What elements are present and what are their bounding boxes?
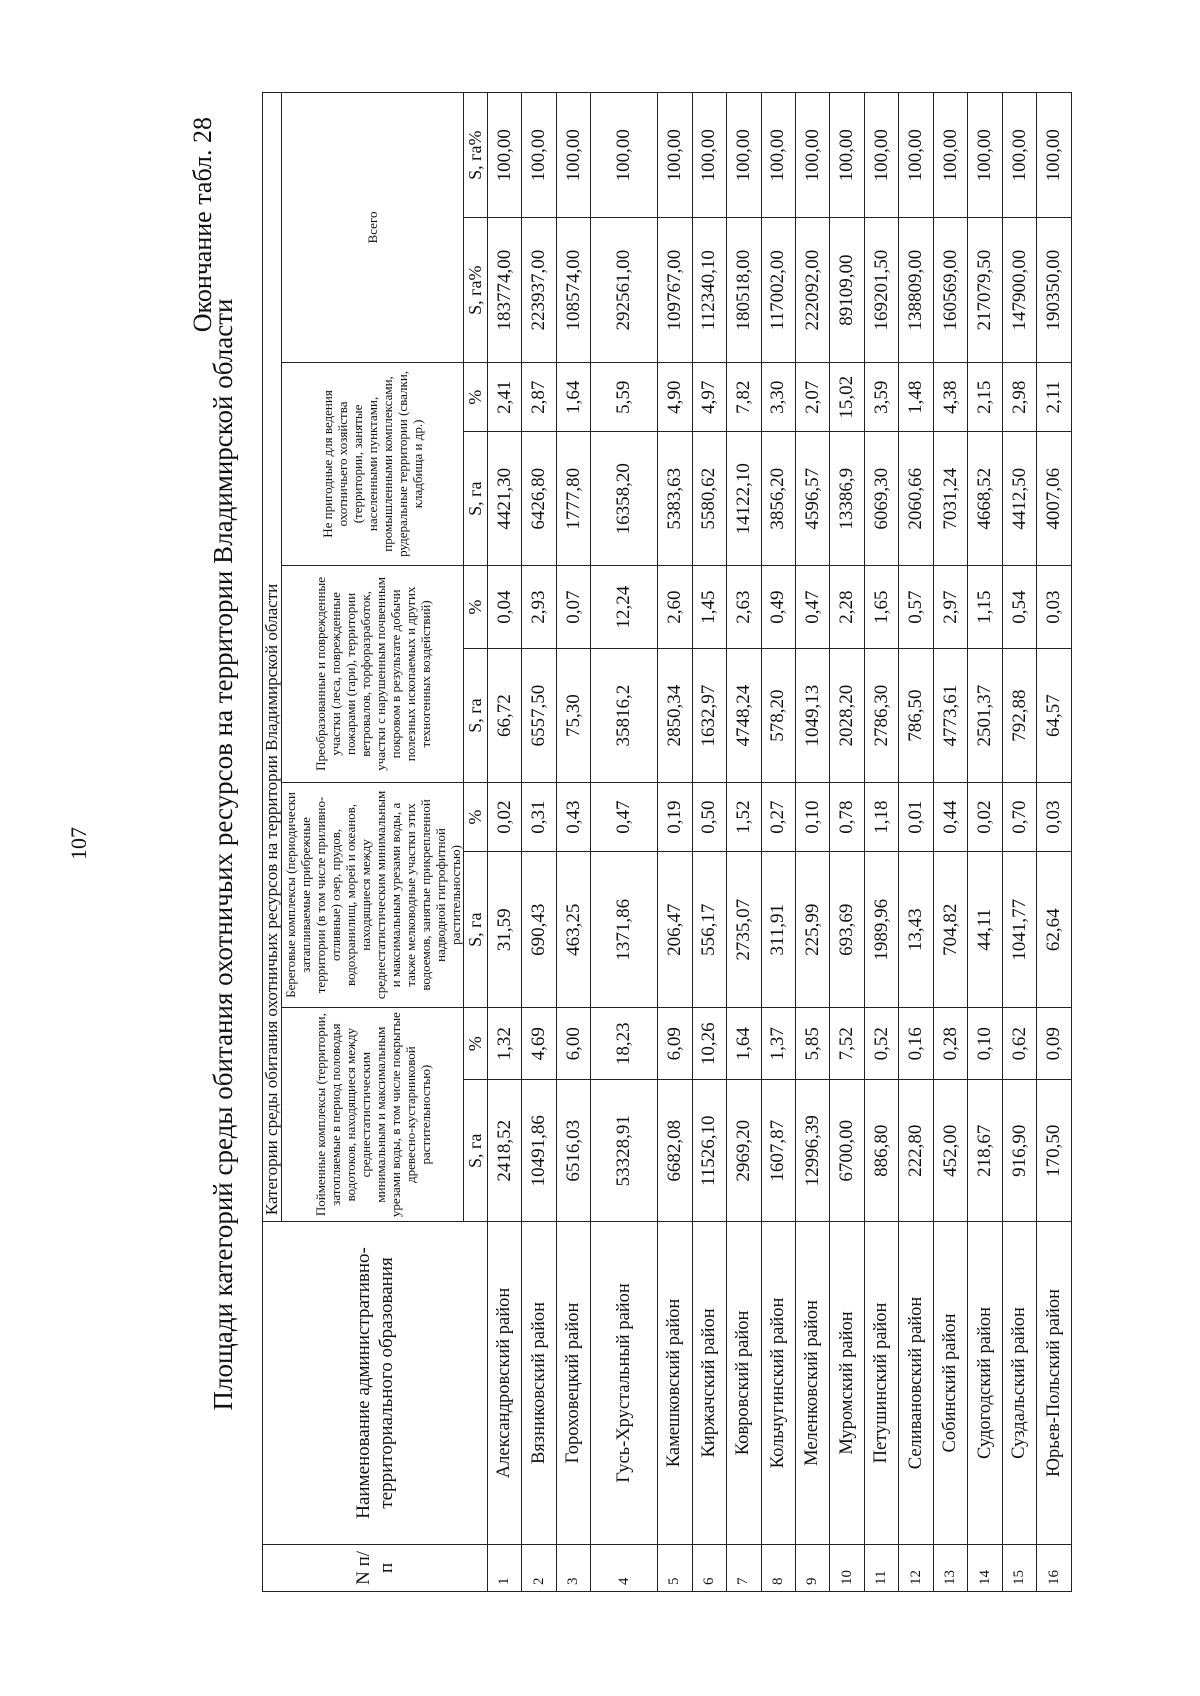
value-cell: 886,80 xyxy=(864,1080,898,1222)
district-name: Киржачский район xyxy=(692,1222,726,1545)
value-cell: 4,97 xyxy=(692,362,726,432)
value-cell: 53328,91 xyxy=(591,1080,658,1222)
value-cell: 2,15 xyxy=(968,362,1002,432)
district-name: Юрьев-Польский район xyxy=(1037,1222,1072,1545)
value-cell: 3,59 xyxy=(864,362,898,432)
value-cell: 556,17 xyxy=(692,852,726,1008)
value-cell: 1,65 xyxy=(864,565,898,648)
value-cell: 0,10 xyxy=(795,782,829,852)
value-cell: 62,64 xyxy=(1037,852,1072,1008)
row-number: 15 xyxy=(1002,1544,1036,1591)
value-cell: 0,62 xyxy=(1002,1008,1036,1080)
value-cell: 64,57 xyxy=(1037,649,1072,782)
district-name: Собинский район xyxy=(933,1222,967,1545)
subheader-cell: % xyxy=(464,565,488,648)
value-cell: 7,52 xyxy=(830,1008,864,1080)
value-cell: 0,01 xyxy=(899,782,933,852)
value-cell: 3856,20 xyxy=(761,432,795,565)
value-cell: 0,19 xyxy=(658,782,692,852)
habitat-area-table xyxy=(262,92,1072,1592)
value-cell: 2060,66 xyxy=(899,432,933,565)
row-number: 16 xyxy=(1037,1544,1072,1591)
value-cell: 13386,9 xyxy=(830,432,864,565)
value-cell: 792,88 xyxy=(1002,649,1036,782)
value-cell: 1,32 xyxy=(488,1008,522,1080)
page-number: 107 xyxy=(66,827,91,860)
value-cell: 117002,00 xyxy=(761,218,795,363)
value-cell: 452,00 xyxy=(933,1080,967,1222)
district-name: Петушинский район xyxy=(864,1222,898,1545)
subheader-cell: S, га xyxy=(464,1080,488,1222)
district-name: Ковровский район xyxy=(727,1222,761,1545)
row-number: 9 xyxy=(795,1544,829,1591)
row-number: 1 xyxy=(488,1544,522,1591)
value-cell: 218,67 xyxy=(968,1080,1002,1222)
value-cell: 108574,00 xyxy=(556,218,590,363)
value-cell: 100,00 xyxy=(522,93,556,218)
value-cell: 169201,50 xyxy=(864,218,898,363)
value-cell: 1,64 xyxy=(727,1008,761,1080)
value-cell: 100,00 xyxy=(658,93,692,218)
header-n: N п/п xyxy=(263,1544,488,1591)
value-cell: 12,24 xyxy=(591,565,658,648)
value-cell: 190350,00 xyxy=(1037,218,1072,363)
value-cell: 292561,00 xyxy=(591,218,658,363)
value-cell: 160569,00 xyxy=(933,218,967,363)
value-cell: 13,43 xyxy=(899,852,933,1008)
value-cell: 0,50 xyxy=(692,782,726,852)
header-group-unsuitable: Не пригодные для ведения охотничьего хозяйства (территории, занятые населенными пунктами, промышленными комплексами, рудеральные территории (свалки, кладбища и др.) xyxy=(282,362,464,565)
value-cell: 463,25 xyxy=(556,852,590,1008)
value-cell: 16358,20 xyxy=(591,432,658,565)
value-cell: 100,00 xyxy=(761,93,795,218)
value-cell: 183774,00 xyxy=(488,218,522,363)
subheader-cell: S, га xyxy=(464,649,488,782)
value-cell: 223937,00 xyxy=(522,218,556,363)
row-number: 7 xyxy=(727,1544,761,1591)
value-cell: 2,11 xyxy=(1037,362,1072,432)
value-cell: 2,28 xyxy=(830,565,864,648)
district-name: Гусь-Хрустальный район xyxy=(591,1222,658,1545)
row-number: 5 xyxy=(658,1544,692,1591)
value-cell: 2028,20 xyxy=(830,649,864,782)
value-cell: 18,23 xyxy=(591,1008,658,1080)
value-cell: 100,00 xyxy=(968,93,1002,218)
value-cell: 0,02 xyxy=(488,782,522,852)
value-cell: 2,07 xyxy=(795,362,829,432)
value-cell: 1,52 xyxy=(727,782,761,852)
district-name: Кольчугинский район xyxy=(761,1222,795,1545)
value-cell: 100,00 xyxy=(1002,93,1036,218)
value-cell: 222,80 xyxy=(899,1080,933,1222)
value-cell: 6516,03 xyxy=(556,1080,590,1222)
subheader-cell: S, га% xyxy=(464,218,488,363)
value-cell: 0,09 xyxy=(1037,1008,1072,1080)
value-cell: 1041,77 xyxy=(1002,852,1036,1008)
value-cell: 6069,30 xyxy=(864,432,898,565)
value-cell: 0,04 xyxy=(488,565,522,648)
value-cell: 916,90 xyxy=(1002,1080,1036,1222)
value-cell: 0,28 xyxy=(933,1008,967,1080)
value-cell: 2,97 xyxy=(933,565,967,648)
value-cell: 1777,80 xyxy=(556,432,590,565)
subheader-cell: S, га xyxy=(464,852,488,1008)
value-cell: 14122,10 xyxy=(727,432,761,565)
value-cell: 217079,50 xyxy=(968,218,1002,363)
subheader-cell: % xyxy=(464,1008,488,1080)
value-cell: 693,69 xyxy=(830,852,864,1008)
value-cell: 11526,10 xyxy=(692,1080,726,1222)
value-cell: 7031,24 xyxy=(933,432,967,565)
subheader-cell: % xyxy=(464,362,488,432)
value-cell: 222092,00 xyxy=(795,218,829,363)
value-cell: 100,00 xyxy=(488,93,522,218)
value-cell: 0,44 xyxy=(933,782,967,852)
row-number: 6 xyxy=(692,1544,726,1591)
value-cell: 1,37 xyxy=(761,1008,795,1080)
table-row xyxy=(933,93,967,1592)
table-row xyxy=(1037,93,1072,1592)
value-cell: 0,02 xyxy=(968,782,1002,852)
value-cell: 0,78 xyxy=(830,782,864,852)
header-name: Наименование административно-территориального образования xyxy=(263,1222,488,1545)
value-cell: 100,00 xyxy=(795,93,829,218)
value-cell: 0,49 xyxy=(761,565,795,648)
value-cell: 1,15 xyxy=(968,565,1002,648)
value-cell: 44,11 xyxy=(968,852,1002,1008)
row-number: 14 xyxy=(968,1544,1002,1591)
value-cell: 2850,34 xyxy=(658,649,692,782)
value-cell: 112340,10 xyxy=(692,218,726,363)
value-cell: 10491,86 xyxy=(522,1080,556,1222)
value-cell: 100,00 xyxy=(864,93,898,218)
district-name: Судогодский район xyxy=(968,1222,1002,1545)
row-number: 11 xyxy=(864,1544,898,1591)
value-cell: 15,02 xyxy=(830,362,864,432)
value-cell: 0,03 xyxy=(1037,782,1072,852)
value-cell: 4773,61 xyxy=(933,649,967,782)
value-cell: 6426,80 xyxy=(522,432,556,565)
value-cell: 0,31 xyxy=(522,782,556,852)
district-name: Суздальский район xyxy=(1002,1222,1036,1545)
value-cell: 35816,2 xyxy=(591,649,658,782)
table-row xyxy=(795,93,829,1592)
value-cell: 6700,00 xyxy=(830,1080,864,1222)
district-name: Александровский район xyxy=(488,1222,522,1545)
value-cell: 75,30 xyxy=(556,649,590,782)
district-name: Муромский район xyxy=(830,1222,864,1545)
value-cell: 311,91 xyxy=(761,852,795,1008)
value-cell: 12996,39 xyxy=(795,1080,829,1222)
value-cell: 100,00 xyxy=(727,93,761,218)
table-row xyxy=(968,93,1002,1592)
district-name: Меленковский район xyxy=(795,1222,829,1545)
value-cell: 0,10 xyxy=(968,1008,1002,1080)
row-number: 2 xyxy=(522,1544,556,1591)
value-cell: 6682,08 xyxy=(658,1080,692,1222)
value-cell: 4,38 xyxy=(933,362,967,432)
value-cell: 6557,50 xyxy=(522,649,556,782)
row-number: 8 xyxy=(761,1544,795,1591)
table-row xyxy=(692,93,726,1592)
value-cell: 4748,24 xyxy=(727,649,761,782)
value-cell: 2969,20 xyxy=(727,1080,761,1222)
value-cell: 0,16 xyxy=(899,1008,933,1080)
table-title xyxy=(188,97,239,1612)
table-row xyxy=(899,93,933,1592)
value-cell: 170,50 xyxy=(1037,1080,1072,1222)
value-cell: 2,41 xyxy=(488,362,522,432)
value-cell: 690,43 xyxy=(522,852,556,1008)
value-cell: 704,82 xyxy=(933,852,967,1008)
value-cell: 2,63 xyxy=(727,565,761,648)
value-cell: 4412,50 xyxy=(1002,432,1036,565)
value-cell: 100,00 xyxy=(692,93,726,218)
table-row xyxy=(591,93,658,1592)
value-cell: 100,00 xyxy=(1037,93,1072,218)
value-cell: 6,09 xyxy=(658,1008,692,1080)
header-categories: Категории среды обитания охотничьих ресурсов на территории Владимирской области xyxy=(263,93,282,1222)
row-number: 10 xyxy=(830,1544,864,1591)
row-number: 4 xyxy=(591,1544,658,1591)
value-cell: 2,98 xyxy=(1002,362,1036,432)
value-cell: 2501,37 xyxy=(968,649,1002,782)
district-name: Камешковский район xyxy=(658,1222,692,1545)
value-cell: 2735,07 xyxy=(727,852,761,1008)
value-cell: 2786,30 xyxy=(864,649,898,782)
value-cell: 2,93 xyxy=(522,565,556,648)
district-name: Селивановский район xyxy=(899,1222,933,1545)
value-cell: 109767,00 xyxy=(658,218,692,363)
value-cell: 1607,87 xyxy=(761,1080,795,1222)
header-group-total: Всего xyxy=(282,93,464,363)
value-cell: 578,20 xyxy=(761,649,795,782)
value-cell: 100,00 xyxy=(591,93,658,218)
value-cell: 1,64 xyxy=(556,362,590,432)
value-cell: 0,54 xyxy=(1002,565,1036,648)
value-cell: 225,99 xyxy=(795,852,829,1008)
table-row xyxy=(556,93,590,1592)
value-cell: 0,47 xyxy=(591,782,658,852)
value-cell: 100,00 xyxy=(830,93,864,218)
value-cell: 0,07 xyxy=(556,565,590,648)
row-number: 12 xyxy=(899,1544,933,1591)
header-group-transformed: Преобразованные и поврежденные участки (леса, поврежденные пожарами (гари), территории ветровалов, торфоразработок, участки с нарушенным почвенным покровом в результате добычи полезных ископаемых и других техногенных воздействий) xyxy=(282,565,464,782)
value-cell: 4,90 xyxy=(658,362,692,432)
value-cell: 5580,62 xyxy=(692,432,726,565)
value-cell: 5383,63 xyxy=(658,432,692,565)
value-cell: 0,47 xyxy=(795,565,829,648)
value-cell: 89109,00 xyxy=(830,218,864,363)
value-cell: 0,70 xyxy=(1002,782,1036,852)
value-cell: 31,59 xyxy=(488,852,522,1008)
row-number: 13 xyxy=(933,1544,967,1591)
value-cell: 0,03 xyxy=(1037,565,1072,648)
value-cell: 206,47 xyxy=(658,852,692,1008)
table-row xyxy=(522,93,556,1592)
value-cell: 1371,86 xyxy=(591,852,658,1008)
table-title-line: Площади категорий среды обитания охотничьих ресурсов на территории Владимирской области xyxy=(208,298,238,1411)
subheader-cell: % xyxy=(464,782,488,852)
table-row xyxy=(761,93,795,1592)
value-cell: 7,82 xyxy=(727,362,761,432)
district-name: Гороховецкий район xyxy=(556,1222,590,1545)
value-cell: 786,50 xyxy=(899,649,933,782)
subheader-cell: S, га% xyxy=(464,93,488,218)
value-cell: 0,43 xyxy=(556,782,590,852)
value-cell: 2,87 xyxy=(522,362,556,432)
value-cell: 1632,97 xyxy=(692,649,726,782)
value-cell: 100,00 xyxy=(933,93,967,218)
value-cell: 1049,13 xyxy=(795,649,829,782)
value-cell: 4007,06 xyxy=(1037,432,1072,565)
value-cell: 0,57 xyxy=(899,565,933,648)
header-group-coastal: Береговые комплексы (периодически затапливаемые прибрежные территории (в том числе приливно-отливные) озер, прудов, водохранилищ, морей и океанов, находящиеся между среднестатистическим минимальным и максимальным урезами воды, а также мелководные участки этих водоемов, занятые прикрепленной надводной гигрофитной растительностью) xyxy=(282,782,464,1007)
value-cell: 5,59 xyxy=(591,362,658,432)
value-cell: 1989,96 xyxy=(864,852,898,1008)
value-cell: 138809,00 xyxy=(899,218,933,363)
district-name: Вязниковский район xyxy=(522,1222,556,1545)
value-cell: 0,27 xyxy=(761,782,795,852)
value-cell: 1,48 xyxy=(899,362,933,432)
value-cell: 147900,00 xyxy=(1002,218,1036,363)
value-cell: 10,26 xyxy=(692,1008,726,1080)
value-cell: 6,00 xyxy=(556,1008,590,1080)
table-caption: Окончание табл. 28 xyxy=(188,117,217,333)
table-row xyxy=(830,93,864,1592)
table-row xyxy=(488,93,522,1592)
value-cell: 4421,30 xyxy=(488,432,522,565)
value-cell: 4668,52 xyxy=(968,432,1002,565)
value-cell: 1,18 xyxy=(864,782,898,852)
table-row xyxy=(658,93,692,1592)
value-cell: 66,72 xyxy=(488,649,522,782)
value-cell: 2418,52 xyxy=(488,1080,522,1222)
value-cell: 2,60 xyxy=(658,565,692,648)
value-cell: 4,69 xyxy=(522,1008,556,1080)
value-cell: 4596,57 xyxy=(795,432,829,565)
table-body xyxy=(488,93,1072,1592)
value-cell: 5,85 xyxy=(795,1008,829,1080)
value-cell: 3,30 xyxy=(761,362,795,432)
table-row xyxy=(727,93,761,1592)
table-row xyxy=(1002,93,1036,1592)
subheader-cell: S, га xyxy=(464,432,488,565)
header-group-floodplain: Пойменные комплексы (территории, затопляемые в период половодья водотоков, находящиеся между среднестатистическим минимальным и максимальным урезами воды, в том числе покрытые древесно-кустарниковой растительностью) xyxy=(282,1008,464,1222)
value-cell: 0,52 xyxy=(864,1008,898,1080)
value-cell: 100,00 xyxy=(899,93,933,218)
value-cell: 100,00 xyxy=(556,93,590,218)
table-row xyxy=(864,93,898,1592)
row-number: 3 xyxy=(556,1544,590,1591)
rotated-table-page xyxy=(188,97,1088,1612)
value-cell: 180518,00 xyxy=(727,218,761,363)
value-cell: 1,45 xyxy=(692,565,726,648)
